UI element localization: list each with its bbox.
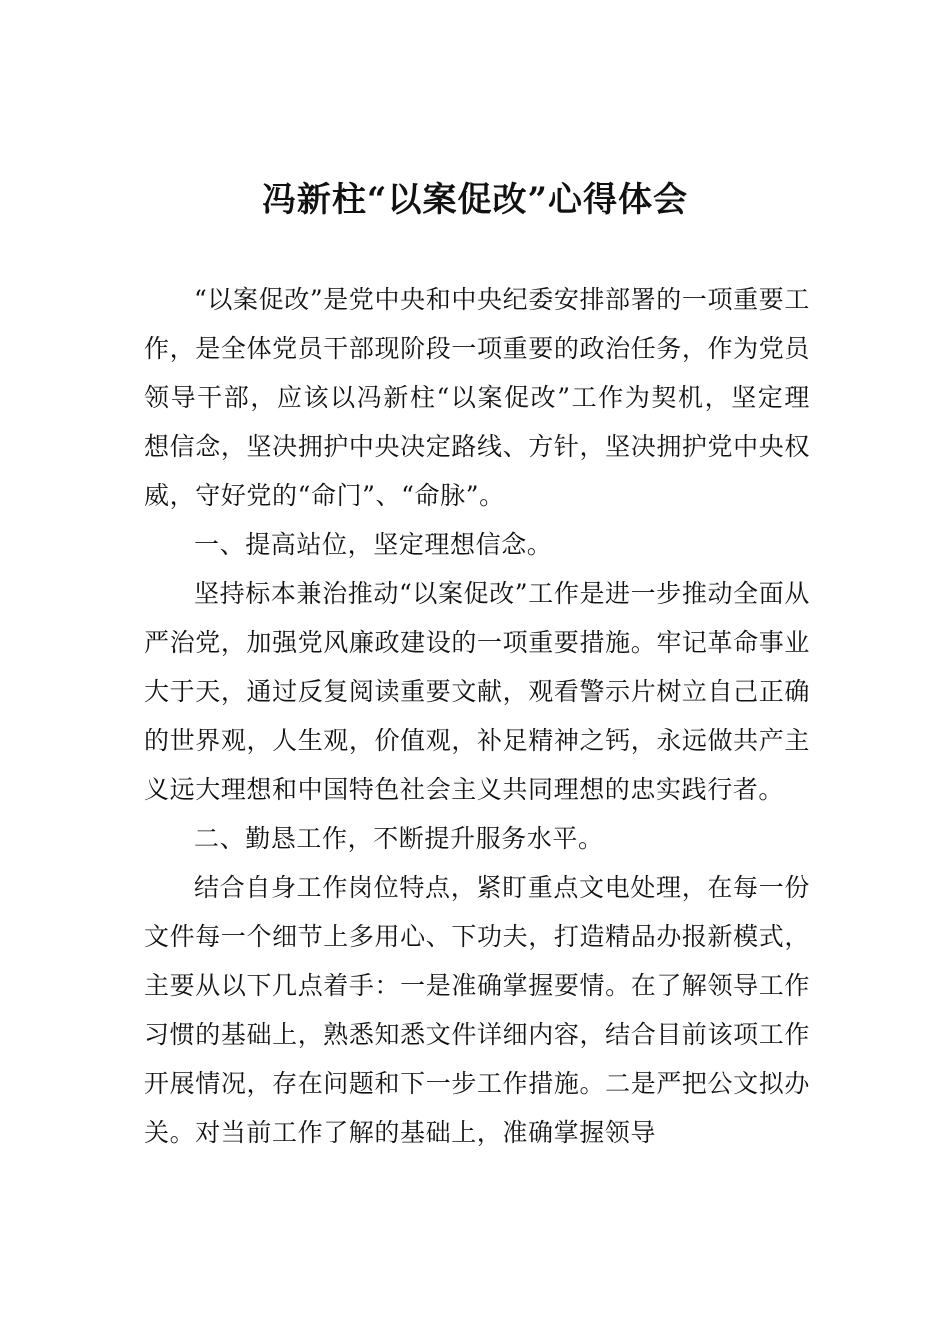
paragraph-section-1: 坚持标本兼治推动“以案促改”工作是进一步推动全面从严治党，加强党风廉政建设的一项重要措施。牢记革命事业大于天，通过反复阅读重要文献，观看警示片树立自己正确的世界观，人生观，价值观，补足精神之钙，永远做共产主义远大理想和中国特色社会主义共同理想的忠实践行者。 (144, 579, 810, 804)
paragraph-intro: “以案促改”是党中央和中央纪委安排部署的一项重要工作，是全体党员干部现阶段一项重要的政治任务，作为党员领导干部，应该以冯新柱“以案促改”工作为契机，坚定理想信念，坚决拥护中央决定路线、方针，坚决拥护党中央权威，守好党的“命门”、“命脉”。 (144, 285, 810, 510)
paragraph-section-2: 结合自身工作岗位特点，紧盯重点文电处理，在每一份文件每一个细节上多用心、下功夫，打造精品办报新模式，主要从以下几点着手：一是准确掌握要情。在了解领导工作习惯的基础上，熟悉知悉文件详细内容，结合目前该项工作开展情况，存在问题和下一步工作措施。二是严把公文拟办关。对当前工作了解的基础上，准确掌握领导 (144, 873, 810, 1147)
document-body (144, 275, 810, 1157)
section-heading-2: 二、勤恳工作，不断提升服务水平。 (194, 824, 604, 853)
section-heading-1: 一、提高站位，坚定理想信念。 (194, 530, 553, 559)
document-title: 冯新柱“以案促改”心得体会 (261, 180, 689, 220)
